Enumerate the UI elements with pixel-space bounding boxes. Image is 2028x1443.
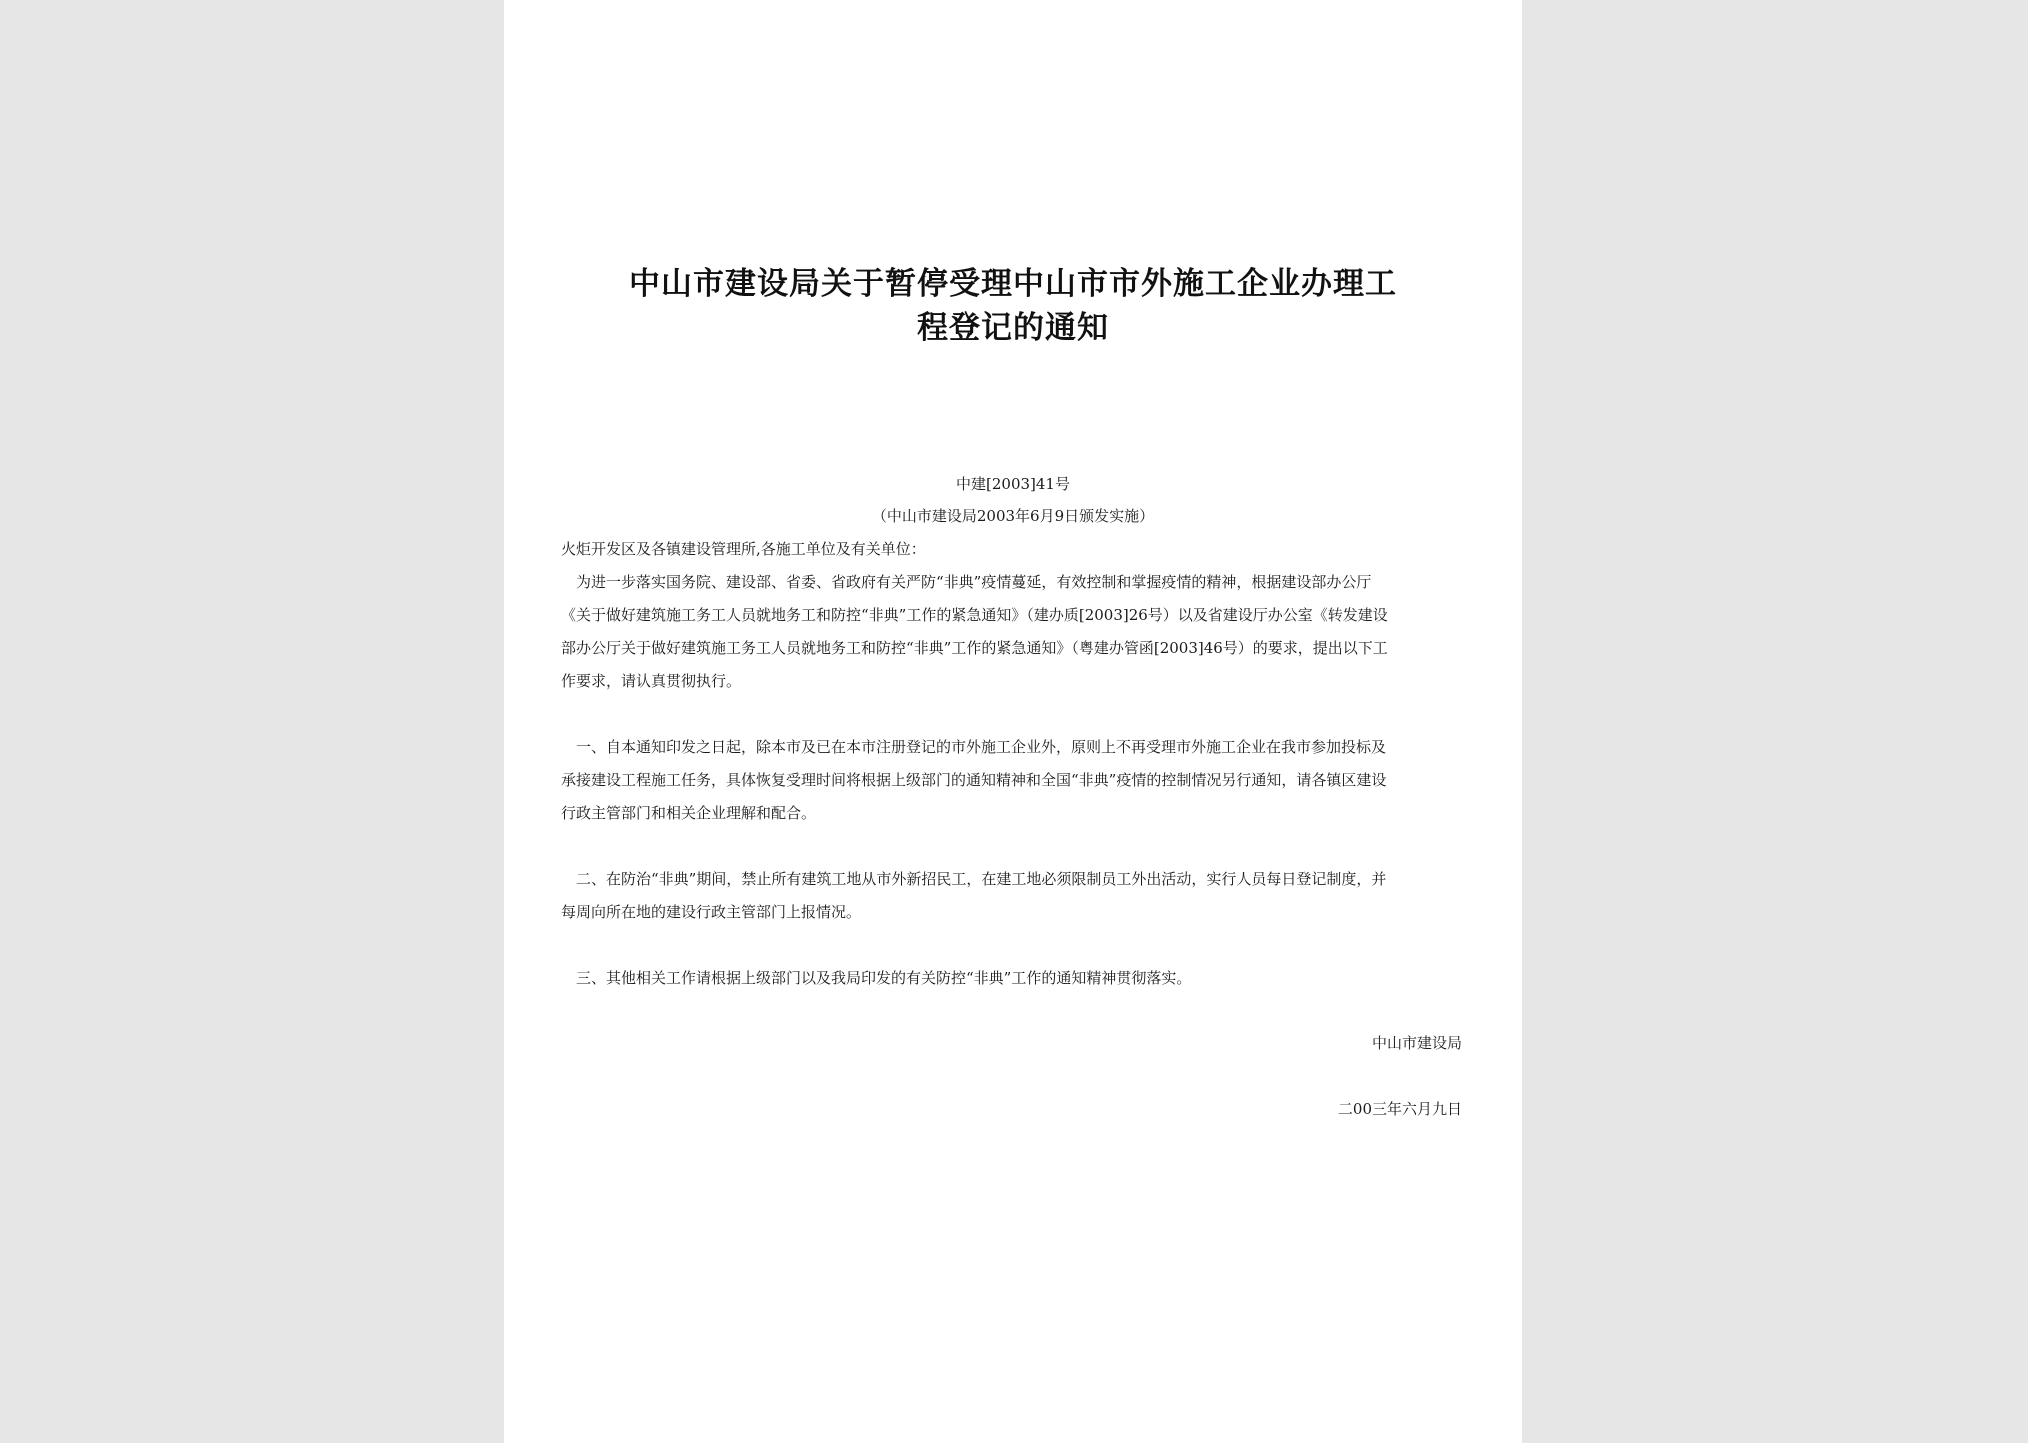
document-title (544, 262, 1482, 350)
addressee (561, 533, 1461, 566)
item-2-line: 二、在防治“非典”期间，禁止所有建筑工地从市外新招民工，在建工地必须限制员工外出活动，实行人员每日登记制度，并 (561, 870, 1387, 888)
document-page (504, 0, 1522, 1443)
intro-line: 为进一步落实国务院、建设部、省委、省政府有关严防“非典”疫情蔓延，有效控制和掌握疫情的精神，根据建设部办公厅 (561, 573, 1372, 591)
item-3-paragraph (561, 962, 1461, 995)
intro-paragraph (561, 566, 1461, 698)
signature-date: 二00三年六月九日 (1337, 1100, 1462, 1118)
item-1-paragraph (561, 731, 1461, 830)
issue-note: （中山市建设局2003年6月9日颁发实施） (871, 507, 1155, 525)
intro-line: 作要求，请认真贯彻执行。 (561, 672, 742, 690)
item-3-line: 三、其他相关工作请根据上级部门以及我局印发的有关防控“非典”工作的通知精神贯彻落实。 (561, 969, 1192, 987)
item-1-line: 一、自本通知印发之日起，除本市及已在本市注册登记的市外施工企业外，原则上不再受理市外施工企业在我市参加投标及 (561, 738, 1387, 756)
title-line-2: 程登记的通知 (917, 310, 1109, 346)
item-1-line: 承接建设工程施工任务，具体恢复受理时间将根据上级部门的通知精神和全国“非典”疫情的控制情况另行通知，请各镇区建设 (561, 771, 1387, 789)
item-2-paragraph (561, 863, 1461, 929)
intro-line: 部办公厅关于做好建筑施工务工人员就地务工和防控“非典”工作的紧急通知》（粤建办管函[2003]46号）的要求，提出以下工 (561, 639, 1388, 657)
addressee-line: 火炬开发区及各镇建设管理所,各施工单位及有关单位： (561, 540, 926, 558)
signature-organization: 中山市建设局 (1371, 1034, 1462, 1052)
item-1-line: 行政主管部门和相关企业理解和配合。 (561, 804, 817, 822)
title-line-1: 中山市建设局关于暂停受理中山市市外施工企业办理工 (629, 266, 1397, 302)
item-2-line: 每周向所在地的建设行政主管部门上报情况。 (561, 903, 862, 921)
document-number: 中建[2003]41号 (956, 475, 1070, 493)
intro-line: 《关于做好建筑施工务工人员就地务工和防控“非典”工作的紧急通知》（建办质[2003]26号）以及省建设厅办公室《转发建设 (561, 606, 1388, 624)
